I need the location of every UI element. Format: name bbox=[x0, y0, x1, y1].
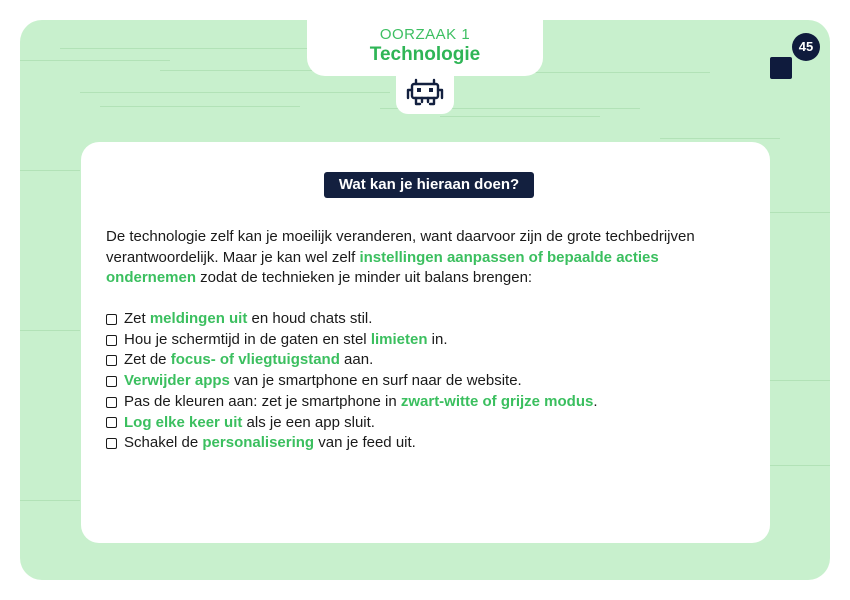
checkbox-icon[interactable] bbox=[106, 335, 117, 346]
checkbox-icon[interactable] bbox=[106, 397, 117, 408]
checkbox-icon[interactable] bbox=[106, 314, 117, 325]
checklist-item: Log elke keer uit als je een app sluit. bbox=[106, 413, 746, 434]
checklist-item: Verwijder apps van je smartphone en surf naar de website. bbox=[106, 371, 746, 392]
page-marker-square bbox=[770, 57, 792, 79]
intro-text-end: zodat de technieken je minder uit balans brengen: bbox=[196, 269, 533, 286]
intro-text: De technologie zelf kan je moeilijk veranderen, want daarvoor zijn de grote techbedrijven verantwoordelijk. Maar je kan wel zelf bbox=[106, 228, 695, 266]
checkbox-icon[interactable] bbox=[106, 438, 117, 449]
action-checklist bbox=[106, 309, 746, 454]
category-header bbox=[307, 20, 543, 76]
checklist-item: Zet de focus- of vliegtuigstand aan. bbox=[106, 350, 746, 371]
question-heading: Wat kan je hieraan doen? bbox=[324, 172, 534, 198]
category-title: Technologie bbox=[369, 44, 481, 65]
checkbox-icon[interactable] bbox=[106, 355, 117, 366]
page-number-badge: 45 bbox=[792, 33, 820, 61]
checkbox-icon[interactable] bbox=[106, 376, 117, 387]
checklist-item: Pas de kleuren aan: zet je smartphone in zwart-witte of grijze modus . bbox=[106, 392, 746, 413]
intro-highlight: instellingen aanpassen of bepaalde acties ondernemen bbox=[106, 248, 659, 286]
space-invader-icon bbox=[396, 70, 454, 114]
checklist-item: Schakel de personalisering van je feed uit. bbox=[106, 433, 746, 454]
intro-paragraph bbox=[106, 227, 746, 289]
checklist-item: Hou je schermtijd in de gaten en stel limieten in. bbox=[106, 330, 746, 351]
category-kicker: OORZAAK 1 bbox=[379, 26, 471, 43]
checkbox-icon[interactable] bbox=[106, 417, 117, 428]
checklist-item: Zet meldingen uit en houd chats stil. bbox=[106, 309, 746, 330]
